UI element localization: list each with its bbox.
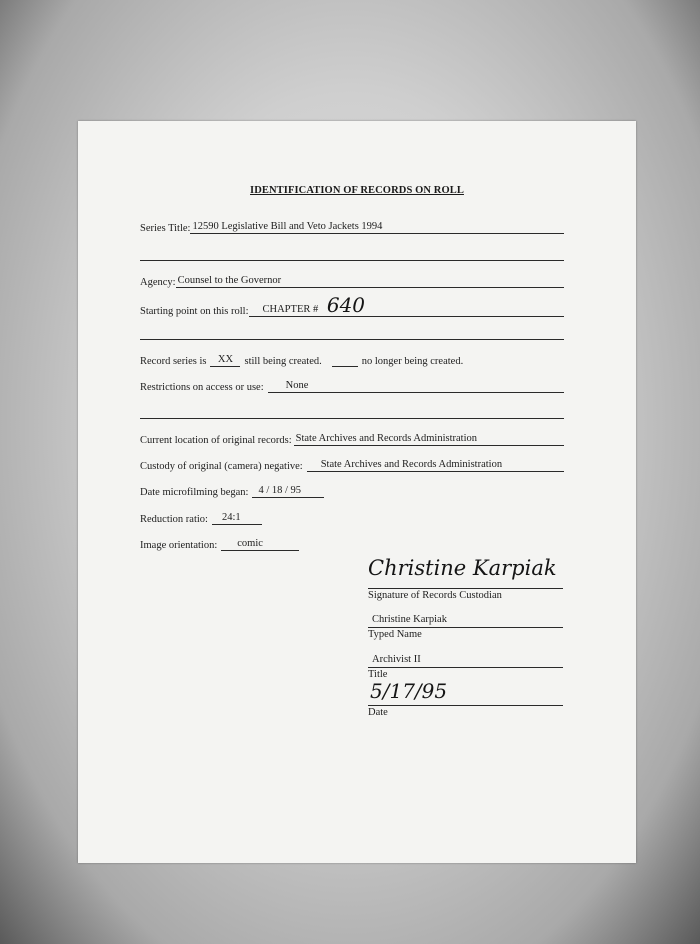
typed-name-caption: Typed Name: [368, 629, 422, 640]
starting-point-field: [249, 293, 564, 317]
orientation-label: Image orientation:: [140, 540, 218, 551]
current-location-value: State Archives and Records Administration: [294, 433, 564, 446]
typed-name-value: Christine Karpiak: [368, 613, 563, 628]
series-title-continuation-line: [140, 260, 564, 261]
reduction-label: Reduction ratio:: [140, 514, 208, 525]
title-block: [368, 653, 563, 681]
orientation-value: comic: [221, 538, 299, 551]
handwritten-signature: Christine Karpiak: [368, 556, 557, 580]
starting-point-label: Starting point on this roll:: [140, 306, 249, 317]
date-line: [368, 691, 563, 706]
signature-line: [368, 574, 563, 589]
custody-row: [140, 459, 564, 472]
custody-label: Custody of original (camera) negative:: [140, 461, 303, 472]
series-title-label: Series Title:: [140, 223, 191, 234]
agency-row: [140, 275, 564, 288]
date-began-label: Date microfilming began:: [140, 487, 249, 498]
restrictions-row: [140, 380, 564, 393]
reduction-value: 24:1: [212, 512, 262, 525]
title-caption: Title: [368, 669, 388, 680]
series-title-row: [140, 221, 564, 234]
signature-block: [368, 574, 563, 602]
date-began-row: [140, 485, 324, 498]
form-title: IDENTIFICATION OF RECORDS ON ROLL: [250, 185, 464, 196]
record-series-label: Record series is: [140, 356, 207, 367]
custody-value: State Archives and Records Administration: [307, 459, 564, 472]
date-began-value: 4 / 18 / 95: [252, 485, 324, 498]
agency-label: Agency:: [140, 277, 176, 288]
starting-point-handwritten: 640: [326, 293, 366, 317]
title-value: Archivist II: [368, 653, 563, 668]
no-longer-mark: [332, 354, 358, 367]
records-form-sheet: [78, 121, 636, 863]
date-caption: Date: [368, 707, 388, 718]
agency-value: Counsel to the Governor: [176, 275, 564, 288]
orientation-row: [140, 538, 299, 551]
current-location-label: Current location of original records:: [140, 435, 292, 446]
date-block: [368, 691, 563, 719]
current-location-row: [140, 433, 564, 446]
typed-name-block: [368, 613, 563, 641]
starting-point-row: [140, 293, 564, 317]
reduction-row: [140, 512, 262, 525]
record-series-row: [140, 354, 564, 367]
handwritten-date: 5/17/95: [370, 679, 448, 703]
starting-point-continuation-line: [140, 339, 564, 340]
restrictions-label: Restrictions on access or use:: [140, 382, 264, 393]
still-created-mark: XX: [210, 354, 240, 367]
starting-point-value: CHAPTER #: [262, 304, 319, 315]
restrictions-value: None: [268, 380, 564, 393]
signature-caption: Signature of Records Custodian: [368, 590, 502, 601]
no-longer-label: no longer being created.: [361, 356, 464, 367]
series-title-value: 12590 Legislative Bill and Veto Jackets 1994: [190, 221, 564, 234]
restrictions-continuation-line: [140, 418, 564, 419]
still-created-label: still being created.: [244, 356, 322, 367]
